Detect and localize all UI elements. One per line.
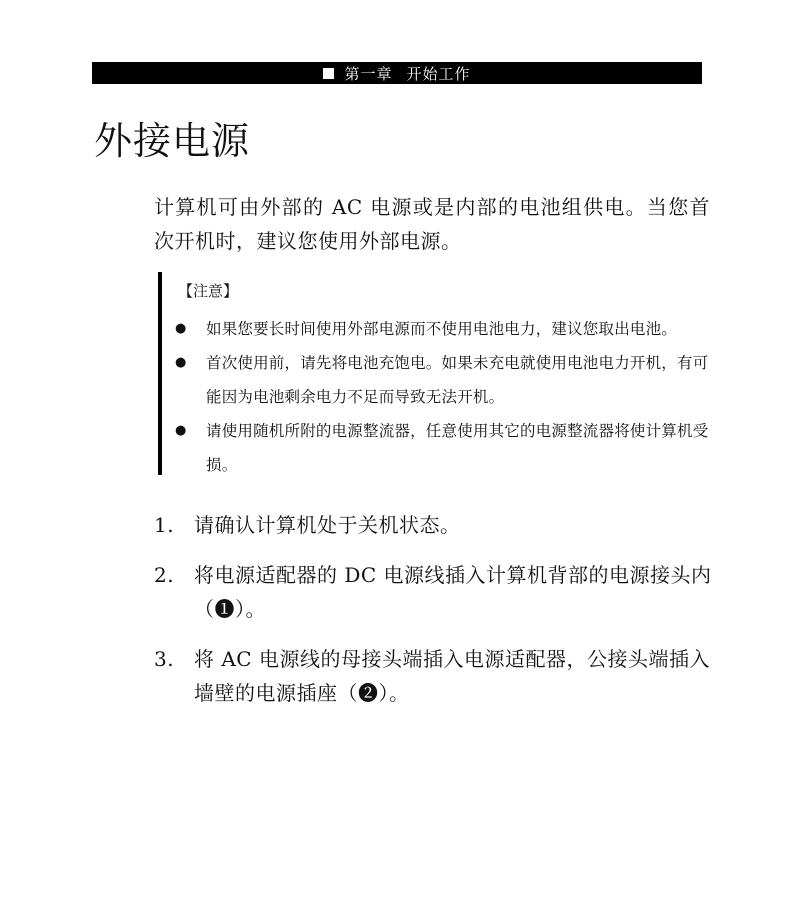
square-icon (323, 68, 334, 79)
step-item (154, 508, 714, 542)
step-number: 1. (154, 513, 175, 537)
step-number: 2. (154, 563, 175, 587)
step-text: 将 AC 电源线的母接头端插入电源适配器，公接头端插入墙壁的电源插座（❷）。 (194, 647, 710, 705)
steps-list (154, 508, 714, 726)
note-list (162, 312, 718, 482)
note-item-text: 首次使用前，请先将电池充饱电。如果未充电就使用电池电力开机，有可能因为电池剩余电力不足而导致无法开机。 (206, 354, 709, 406)
note-title: 【注意】 (178, 282, 239, 300)
step-text: 将电源适配器的 DC 电源线插入计算机背部的电源接头内（❶）。 (194, 563, 712, 621)
chapter-number: 第一章 (344, 64, 393, 83)
bullet-icon: ● (175, 321, 187, 336)
note-item-text: 请使用随机所附的电源整流器，任意使用其它的电源整流器将使计算机受损。 (206, 422, 709, 474)
note-item (162, 346, 718, 414)
note-item (162, 414, 718, 482)
page-title: 外接电源 (94, 119, 251, 163)
intro-paragraph: 计算机可由外部的 AC 电源或是内部的电池组供电。当您首次开机时，建议您使用外部电源。 (154, 195, 710, 253)
step-number: 3. (154, 647, 175, 671)
step-item (154, 558, 714, 626)
note-box (158, 272, 718, 475)
chapter-title: 开始工作 (406, 64, 471, 83)
note-item-text: 如果您要长时间使用外部电源而不使用电池电力，建议您取出电池。 (206, 320, 678, 338)
step-text: 请确认计算机处于关机状态。 (194, 513, 461, 537)
bullet-icon: ● (175, 423, 187, 438)
step-item (154, 642, 714, 710)
chapter-header-bar (92, 62, 702, 84)
note-item (162, 312, 718, 346)
bullet-icon: ● (175, 355, 187, 370)
